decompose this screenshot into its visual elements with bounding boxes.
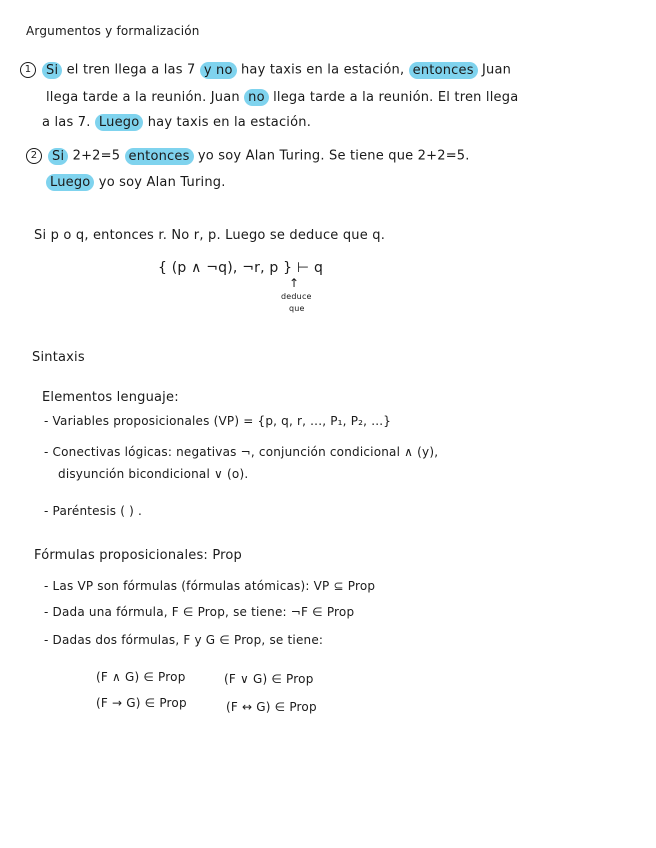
symbolic-sentence: Si p o q, entonces r. No r, p. Luego se deduce que q. [34,228,386,243]
highlighted-word: Luego [95,114,143,131]
highlighted-word: entonces [125,148,194,165]
rule-implies: (F → G) ∈ Prop [96,696,187,710]
text-segment: 2+2=5 [68,148,125,164]
example-2-line-1 [26,148,470,164]
number-circle: 2 [26,148,42,164]
arrow-up-icon: ↑ [289,276,300,290]
text-segment: llega tarde a la reunión. El tren llega [268,90,519,105]
bullet-parentheses: - Paréntesis ( ) . [44,504,143,518]
number-circle: 1 [20,62,36,78]
highlighted-word: y no [200,62,237,79]
section-heading-formulas: Fórmulas proposicionales: Prop [34,548,243,563]
text-segment: llega tarde a la reunión. Juan [46,90,245,105]
elements-heading: Elementos lenguaje: [42,390,179,405]
deduction-formula: { (p ∧ ¬q), ¬r, p } ⊢ q [158,260,324,276]
page-title: Argumentos y formalización [26,24,200,38]
bullet-variables: - Variables proposicionales (VP) = {p, q, r, ..., P₁, P₂, ...} [44,414,392,428]
rule-and: (F ∧ G) ∈ Prop [96,670,186,684]
example-1-line-3 [42,115,311,130]
example-2-line-2 [46,175,226,190]
example-2-line-1-text [48,148,470,165]
text-segment: hay taxis en la estación. [143,115,312,130]
highlighted-word: Luego [46,174,94,191]
bullet-connectives-cont: disyunción bicondicional ∨ (o). [58,467,249,481]
bullet-atomic: - Las VP son fórmulas (fórmulas atómicas): VP ⊆ Prop [44,579,376,593]
text-segment: yo soy Alan Turing. Se tiene que 2+2=5. [193,148,470,164]
highlighted-word: entonces [409,62,478,79]
bullet-connectives: - Conectivas lógicas: negativas ¬, conjunción condicional ∧ (y), [44,445,439,459]
highlighted-word: Si [42,62,62,79]
arrow-label-deduce: deduce [281,292,312,301]
section-heading-sintaxis: Sintaxis [32,350,85,365]
text-segment: hay taxis en la estación, [236,62,409,78]
text-segment: Juan [477,62,512,78]
text-segment: a las 7. [42,115,95,130]
example-1-line-2 [46,90,518,105]
bullet-negation: - Dada una fórmula, F ∈ Prop, se tiene: ¬F ∈ Prop [44,605,355,619]
example-1-line-1 [20,62,511,78]
rule-or: (F ∨ G) ∈ Prop [224,672,314,686]
highlighted-word: no [244,89,269,106]
rule-iff: (F ↔ G) ∈ Prop [226,700,317,714]
highlighted-word: Si [48,148,68,165]
text-segment: el tren llega a las 7 [62,62,200,78]
text-segment: yo soy Alan Turing. [94,175,226,190]
bullet-binary: - Dadas dos fórmulas, F y G ∈ Prop, se tiene: [44,633,324,647]
arrow-label-que: que [289,304,305,313]
example-1-line-1-text [42,62,511,79]
